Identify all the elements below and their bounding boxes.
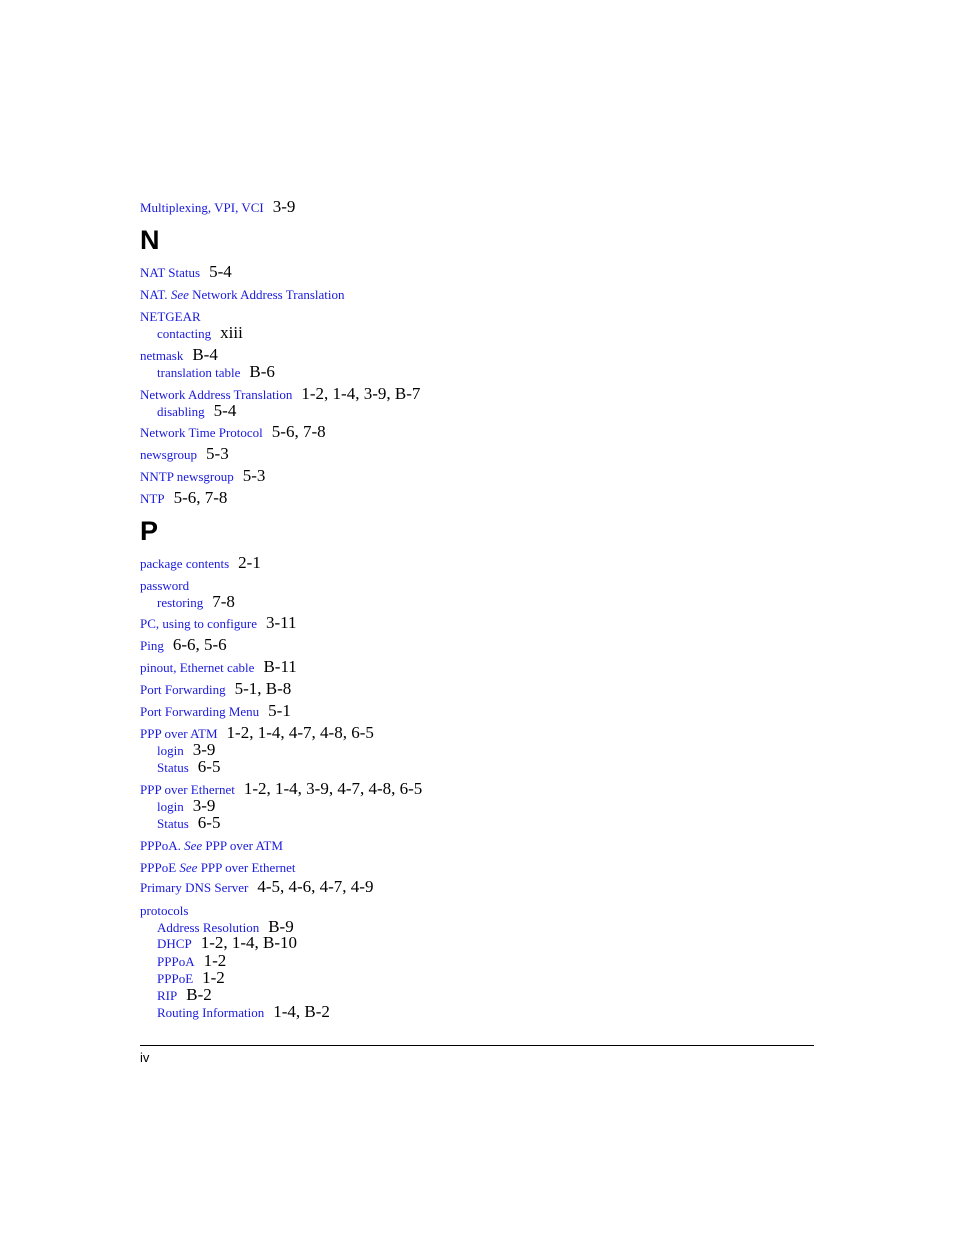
section-letter-n: N: [140, 225, 160, 255]
index-term-link[interactable]: [140, 309, 201, 324]
index-entry: [140, 614, 297, 632]
page-references: 5-6, 7-8: [271, 422, 326, 441]
index-subentry: [157, 402, 236, 420]
see-target: PPP over Ethernet: [200, 860, 296, 875]
index-term-link[interactable]: [140, 287, 345, 302]
index-term-link[interactable]: [157, 816, 189, 831]
term-text: contacting: [157, 326, 212, 341]
term-text: Ping: [140, 638, 164, 653]
index-entry: [140, 309, 201, 325]
index-term-link[interactable]: [157, 365, 240, 380]
index-subentry: [157, 986, 212, 1004]
term-text: Port Forwarding Menu: [140, 704, 260, 719]
term-text: PPPoA.: [140, 838, 181, 853]
page-references: 7-8: [212, 592, 235, 611]
index-entry: [140, 423, 326, 441]
page-references: xiii: [220, 323, 243, 342]
index-term-link[interactable]: [140, 578, 189, 593]
term-text: pinout, Ethernet cable: [140, 660, 255, 675]
term-text: PPPoE: [140, 860, 177, 875]
page-references: 1-2: [202, 968, 225, 987]
page-references: 5-4: [213, 401, 237, 420]
term-text: Network Time Protocol: [140, 425, 263, 440]
term-text: package contents: [140, 556, 230, 571]
index-term-link[interactable]: [140, 447, 197, 462]
index-term-link[interactable]: [140, 726, 218, 741]
page-references: 3-9: [192, 740, 216, 759]
page-references: 5-3: [242, 466, 266, 485]
term-text: restoring: [157, 595, 204, 610]
index-term-link[interactable]: [140, 704, 259, 719]
page-references: 5-3: [206, 444, 229, 463]
index-entry: [140, 658, 297, 676]
index-entry: [140, 860, 296, 876]
term-text: login: [157, 799, 184, 814]
term-text: NNTP newsgroup: [140, 469, 234, 484]
index-term-link[interactable]: [157, 799, 184, 814]
page-references: 1-2: [203, 951, 227, 970]
index-term-link[interactable]: [140, 200, 264, 215]
page-references: 1-2, 1-4, B-10: [200, 933, 298, 952]
page-references: 1-2, 1-4, 3-9, 4-7, 4-8, 6-5: [243, 779, 423, 798]
index-term-link[interactable]: [157, 936, 192, 951]
footer-rule: [140, 1045, 814, 1046]
index-term-link[interactable]: [157, 404, 205, 419]
see-label: See: [170, 287, 189, 302]
index-term-link[interactable]: [140, 682, 226, 697]
term-text: disabling: [157, 404, 205, 419]
index-term-link[interactable]: [140, 860, 296, 875]
index-term-link[interactable]: [157, 971, 193, 986]
index-entry: [140, 680, 291, 698]
term-text: password: [140, 578, 190, 593]
term-text: Network Address Translation: [140, 387, 293, 402]
term-text: Routing Information: [157, 1005, 265, 1020]
index-entry: [140, 903, 188, 919]
index-term-link[interactable]: [140, 491, 165, 506]
term-text: netmask: [140, 348, 184, 363]
term-text: newsgroup: [140, 447, 198, 462]
index-entry: [140, 346, 218, 364]
index-term-link[interactable]: [157, 954, 195, 969]
index-subentry: [157, 324, 243, 342]
index-term-link[interactable]: [157, 1005, 264, 1020]
page-references: 3-11: [266, 613, 297, 632]
index-term-link[interactable]: [157, 988, 177, 1003]
index-term-link[interactable]: [140, 425, 263, 440]
see-target: PPP over ATM: [205, 838, 283, 853]
index-subentry: [157, 363, 275, 381]
page-references: 5-4: [209, 262, 232, 281]
term-text: protocols: [140, 903, 189, 918]
see-target: Network Address Translation: [192, 287, 345, 302]
index-subentry: [157, 814, 220, 832]
page-references: 1-4, B-2: [273, 1002, 330, 1021]
term-text: Multiplexing, VPI, VCI: [140, 200, 264, 215]
term-text: PPPoE: [157, 971, 194, 986]
term-text: DHCP: [157, 936, 192, 951]
index-term-link[interactable]: [157, 760, 189, 775]
index-term-link[interactable]: [140, 638, 164, 653]
index-entry: [140, 780, 422, 798]
index-term-link[interactable]: [140, 265, 200, 280]
index-term-link[interactable]: [140, 880, 248, 895]
index-entry: [140, 578, 189, 594]
index-term-link[interactable]: [140, 469, 234, 484]
index-entry: [140, 287, 345, 303]
index-term-link[interactable]: [140, 838, 283, 853]
term-text: NTP: [140, 491, 165, 506]
index-term-link[interactable]: [140, 616, 257, 631]
index-term-link[interactable]: [140, 903, 188, 918]
index-term-link[interactable]: [157, 595, 203, 610]
page-references: 1-2, 1-4, 3-9, B-7: [301, 384, 421, 403]
page-references: 4-5, 4-6, 4-7, 4-9: [257, 877, 374, 896]
index-term-link[interactable]: [140, 387, 292, 402]
page-references: 3-9: [272, 197, 296, 216]
index-term-link[interactable]: [157, 743, 184, 758]
index-entry: [140, 467, 265, 485]
index-subentry: [157, 1003, 330, 1021]
term-text: Port Forwarding: [140, 682, 226, 697]
term-text: Status: [157, 816, 189, 831]
page-references: 6-6, 5-6: [172, 635, 227, 654]
page-references: 2-1: [238, 553, 261, 572]
index-entry: [140, 702, 291, 720]
index-entry: [140, 636, 227, 654]
index-entry: [140, 198, 295, 216]
index-entry: [140, 724, 374, 742]
index-term-link[interactable]: [157, 326, 211, 341]
page-references: B-6: [249, 362, 275, 381]
page-number: iv: [140, 1050, 150, 1065]
term-text: NETGEAR: [140, 309, 201, 324]
see-label: See: [184, 838, 203, 853]
index-entry: [140, 489, 227, 507]
index-subentry: [157, 758, 220, 776]
index-term-link[interactable]: [140, 660, 254, 675]
index-term-link[interactable]: [140, 556, 229, 571]
page-references: 5-6, 7-8: [173, 488, 228, 507]
term-text: Address Resolution: [157, 920, 260, 935]
index-entry: [140, 554, 261, 572]
page-references: 5-1: [268, 701, 291, 720]
page-references: 6-5: [197, 813, 221, 832]
index-subentry: [157, 934, 297, 952]
index-term-link[interactable]: [140, 348, 183, 363]
term-text: Primary DNS Server: [140, 880, 249, 895]
term-text: RIP: [157, 988, 178, 1003]
index-entry: [140, 838, 283, 854]
page-references: 3-9: [192, 796, 216, 815]
page-references: B-4: [192, 345, 218, 364]
page-references: B-2: [186, 985, 212, 1004]
term-text: PC, using to configure: [140, 616, 257, 631]
index-subentry: [157, 593, 235, 611]
index-entry: [140, 878, 373, 896]
term-text: login: [157, 743, 184, 758]
term-text: PPP over ATM: [140, 726, 218, 741]
index-term-link[interactable]: [140, 782, 235, 797]
index-entry: [140, 263, 232, 281]
term-text: PPPoA: [157, 954, 195, 969]
page-references: 1-2, 1-4, 4-7, 4-8, 6-5: [226, 723, 374, 742]
index-entry: [140, 445, 229, 463]
index-entry: [140, 385, 420, 403]
page-references: B-9: [268, 917, 294, 936]
see-label: See: [179, 860, 198, 875]
term-text: PPP over Ethernet: [140, 782, 235, 797]
term-text: Status: [157, 760, 189, 775]
page-references: B-11: [263, 657, 297, 676]
term-text: NAT.: [140, 287, 168, 302]
page-references: 5-1, B-8: [234, 679, 292, 698]
page-references: 6-5: [197, 757, 221, 776]
term-text: translation table: [157, 365, 241, 380]
section-letter-p: P: [140, 516, 159, 546]
term-text: NAT Status: [140, 265, 201, 280]
